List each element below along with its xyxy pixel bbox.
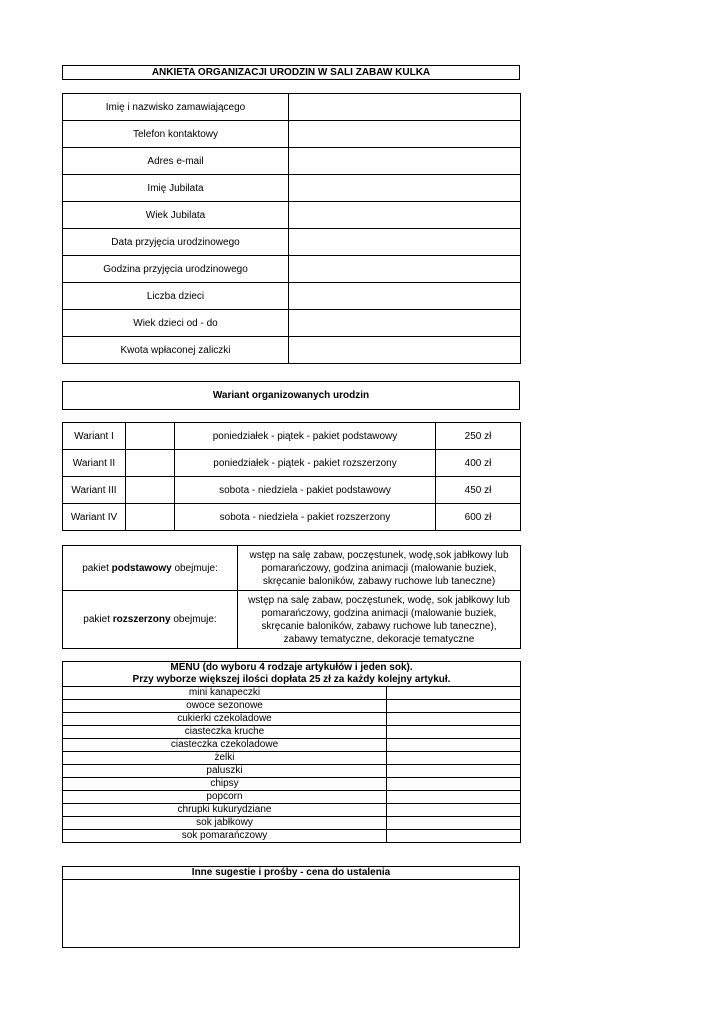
variants-header: Wariant organizowanych urodzin bbox=[63, 382, 520, 410]
package-contents-basic: wstęp na salę zabaw, poczęstunek, wodę,sok jabłkowy lub pomarańczowy, godzina animacji (malowanie buziek, skręcanie baloników, zabawy ruchowe lub taneczne) bbox=[238, 546, 521, 591]
info-row bbox=[63, 283, 521, 310]
other-suggestions-table bbox=[62, 866, 520, 948]
info-row bbox=[63, 337, 521, 364]
info-row bbox=[63, 121, 521, 148]
variant-price: 600 zł bbox=[436, 504, 521, 531]
variant-name: Wariant IV bbox=[63, 504, 126, 531]
variant-name: Wariant II bbox=[63, 450, 126, 477]
package-name-basic: podstawowy bbox=[111, 562, 172, 574]
info-row bbox=[63, 310, 521, 337]
menu-item-select-box[interactable] bbox=[387, 700, 521, 713]
variants-header-table bbox=[62, 381, 520, 410]
variant-select-box[interactable] bbox=[126, 450, 175, 477]
info-row bbox=[63, 256, 521, 283]
menu-item-row bbox=[63, 817, 521, 830]
variant-price: 400 zł bbox=[436, 450, 521, 477]
title-table bbox=[62, 65, 520, 80]
info-label: Wiek dzieci od - do bbox=[63, 310, 289, 337]
menu-item-select-box[interactable] bbox=[387, 713, 521, 726]
menu-item-row bbox=[63, 765, 521, 778]
variant-description: sobota - niedziela - pakiet podstawowy bbox=[175, 477, 436, 504]
info-label: Wiek Jubilata bbox=[63, 202, 289, 229]
info-label: Telefon kontaktowy bbox=[63, 121, 289, 148]
variant-row bbox=[63, 450, 521, 477]
menu-item-select-box[interactable] bbox=[387, 830, 521, 843]
info-row bbox=[63, 202, 521, 229]
menu-item-label: ciasteczka czekoladowe bbox=[63, 739, 387, 752]
info-label: Imię Jubilata bbox=[63, 175, 289, 202]
info-value-field[interactable] bbox=[289, 202, 521, 229]
package-label-basic: pakiet podstawowy obejmuje: bbox=[63, 546, 238, 591]
variant-row bbox=[63, 423, 521, 450]
info-value-field[interactable] bbox=[289, 229, 521, 256]
info-row bbox=[63, 148, 521, 175]
info-value-field[interactable] bbox=[289, 121, 521, 148]
menu-item-label: owoce sezonowe bbox=[63, 700, 387, 713]
info-row bbox=[63, 175, 521, 202]
menu-item-select-box[interactable] bbox=[387, 817, 521, 830]
menu-item-row bbox=[63, 700, 521, 713]
info-value-field[interactable] bbox=[289, 283, 521, 310]
info-value-field[interactable] bbox=[289, 94, 521, 121]
menu-item-row bbox=[63, 739, 521, 752]
packages-table bbox=[62, 545, 521, 649]
menu-item-label: popcorn bbox=[63, 791, 387, 804]
info-row bbox=[63, 229, 521, 256]
menu-item-row bbox=[63, 830, 521, 843]
variant-select-box[interactable] bbox=[126, 504, 175, 531]
variant-name: Wariant III bbox=[63, 477, 126, 504]
menu-item-row bbox=[63, 687, 521, 700]
variant-description: sobota - niedziela - pakiet rozszerzony bbox=[175, 504, 436, 531]
info-label: Godzina przyjęcia urodzinowego bbox=[63, 256, 289, 283]
info-value-field[interactable] bbox=[289, 310, 521, 337]
menu-item-select-box[interactable] bbox=[387, 804, 521, 817]
package-name-extended: rozszerzony bbox=[112, 614, 171, 625]
menu-item-label: ciasteczka kruche bbox=[63, 726, 387, 739]
info-value-field[interactable] bbox=[289, 256, 521, 283]
menu-item-label: cukierki czekoladowe bbox=[63, 713, 387, 726]
menu-item-select-box[interactable] bbox=[387, 765, 521, 778]
menu-header-line2: Przy wyborze większej ilości dopłata 25 zł za każdy kolejny artykuł. bbox=[132, 674, 451, 685]
info-label: Adres e-mail bbox=[63, 148, 289, 175]
menu-item-label: paluszki bbox=[63, 765, 387, 778]
menu-item-label: sok pomarańczowy bbox=[63, 830, 387, 843]
info-label: Liczba dzieci bbox=[63, 283, 289, 310]
page-title: ANKIETA ORGANIZACJI URODZIN W SALI ZABAW KULKA bbox=[63, 66, 520, 80]
menu-item-label: mini kanapeczki bbox=[63, 687, 387, 700]
variant-row bbox=[63, 504, 521, 531]
menu-item-select-box[interactable] bbox=[387, 752, 521, 765]
package-label-extended: pakiet rozszerzony obejmuje: bbox=[63, 591, 238, 649]
variant-price: 250 zł bbox=[436, 423, 521, 450]
info-value-field[interactable] bbox=[289, 175, 521, 202]
menu-header-row bbox=[63, 662, 521, 687]
variant-price: 450 zł bbox=[436, 477, 521, 504]
menu-item-label: sok jabłkowy bbox=[63, 817, 387, 830]
menu-item-row bbox=[63, 791, 521, 804]
menu-item-select-box[interactable] bbox=[387, 726, 521, 739]
info-row bbox=[63, 94, 521, 121]
menu-item-row bbox=[63, 804, 521, 817]
package-row-basic bbox=[63, 546, 521, 591]
info-label: Imię i nazwisko zamawiającego bbox=[63, 94, 289, 121]
variant-name: Wariant I bbox=[63, 423, 126, 450]
other-suggestions-field[interactable] bbox=[63, 880, 520, 948]
variants-table bbox=[62, 422, 521, 531]
info-value-field[interactable] bbox=[289, 148, 521, 175]
menu-item-row bbox=[63, 752, 521, 765]
info-label: Kwota wpłaconej zaliczki bbox=[63, 337, 289, 364]
menu-item-row bbox=[63, 726, 521, 739]
menu-header-line1: MENU (do wyboru 4 rodzaje artykułów i jeden sok). bbox=[170, 662, 413, 673]
menu-item-label: chrupki kukurydziane bbox=[63, 804, 387, 817]
variant-select-box[interactable] bbox=[126, 423, 175, 450]
menu-item-row bbox=[63, 713, 521, 726]
menu-item-label: chipsy bbox=[63, 778, 387, 791]
other-suggestions-header: Inne sugestie i prośby - cena do ustalenia bbox=[63, 867, 520, 880]
menu-item-select-box[interactable] bbox=[387, 687, 521, 700]
menu-item-row bbox=[63, 778, 521, 791]
menu-table bbox=[62, 661, 521, 843]
customer-info-table bbox=[62, 93, 521, 364]
package-row-extended bbox=[63, 591, 521, 649]
menu-item-select-box[interactable] bbox=[387, 791, 521, 804]
variant-select-box[interactable] bbox=[126, 477, 175, 504]
menu-header bbox=[63, 662, 521, 687]
info-value-field[interactable] bbox=[289, 337, 521, 364]
variant-description: poniedziałek - piątek - pakiet rozszerzony bbox=[175, 450, 436, 477]
menu-item-label: żelki bbox=[63, 752, 387, 765]
variant-description: poniedziałek - piątek - pakiet podstawowy bbox=[175, 423, 436, 450]
menu-item-select-box[interactable] bbox=[387, 778, 521, 791]
package-contents-extended: wstęp na salę zabaw, poczęstunek, wodę, sok jabłkowy lub pomarańczowy, godzina animacji (malowanie buziek, skręcanie baloników, zabawy ruchowe lub taneczne), zabawy tematyczne, dekoracje tematyczne bbox=[238, 591, 521, 649]
menu-item-select-box[interactable] bbox=[387, 739, 521, 752]
info-label: Data przyjęcia urodzinowego bbox=[63, 229, 289, 256]
variant-row bbox=[63, 477, 521, 504]
